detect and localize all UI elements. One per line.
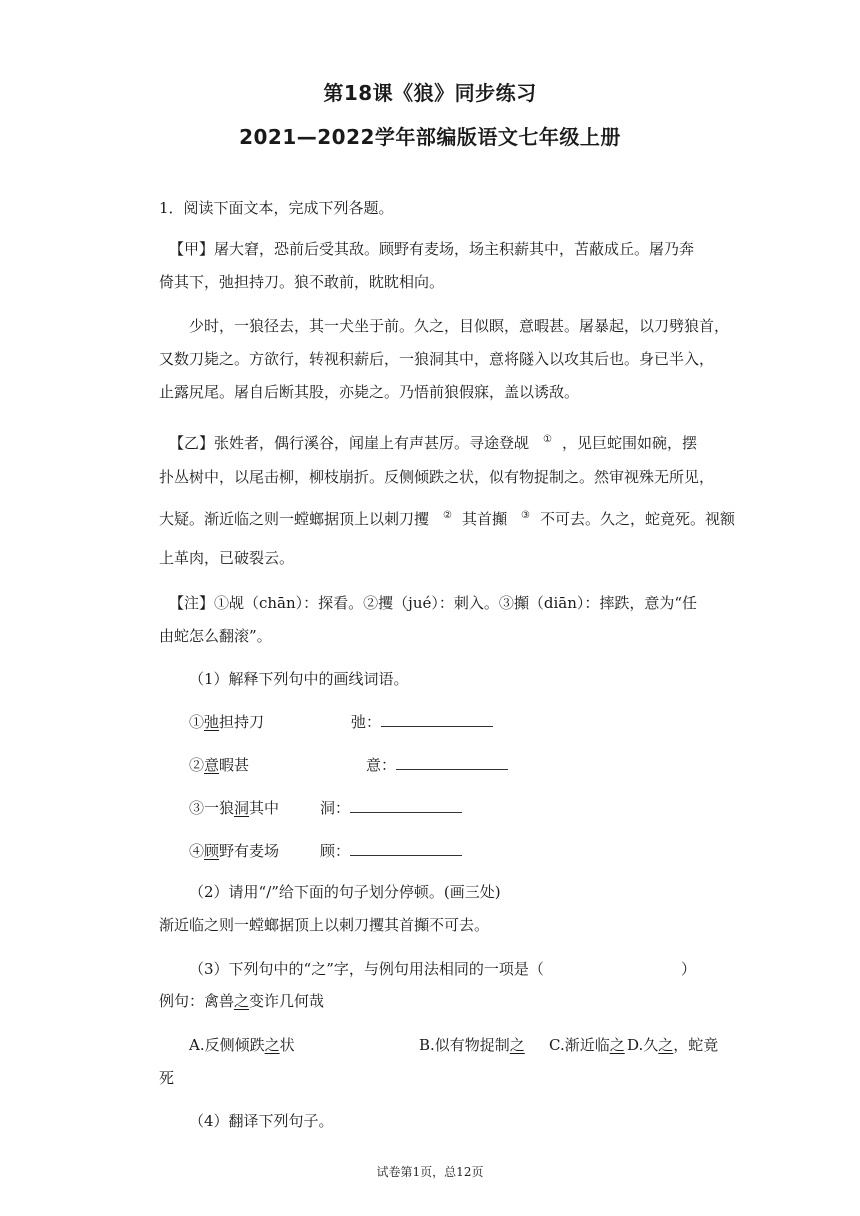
passage-yi-line — [169, 432, 697, 453]
text-span: 野有麦场 — [219, 842, 280, 860]
passage-yi-line: 扑丛树中，以尾击柳，柳枝崩折。反侧倾跌之状，似有物捉制之。然审视殊无所见， — [159, 468, 715, 486]
footnote-marker: ② — [443, 510, 452, 521]
text-span: 暇甚 — [219, 756, 250, 774]
text-span: ② — [189, 756, 205, 774]
answer-key: 弛： — [351, 713, 382, 731]
option-d[interactable] — [627, 1034, 718, 1055]
note-line: 【注】①觇（chān）：探看。②攫（jué）：刺入。③攧（diān）：摔跌，意为“任 — [169, 594, 698, 612]
underlined-word: 顾 — [204, 842, 220, 860]
text-span: ，蛇竟 — [673, 1036, 719, 1054]
underlined-word: 洞 — [234, 799, 250, 817]
answer-blank[interactable] — [381, 714, 493, 727]
answer-slot — [366, 754, 508, 775]
text-span: 大疑。渐近临之则一螳螂据顶上以刺刀攫 — [159, 510, 430, 528]
underlined-word: 之 — [264, 1036, 280, 1054]
footnote-marker: ① — [543, 434, 552, 445]
option-c[interactable] — [549, 1034, 625, 1055]
answer-key: 顾： — [320, 842, 351, 860]
text-span: C.渐近临 — [549, 1036, 610, 1054]
passage-jia-line: 止露尻尾。屠自后断其股，亦毙之。乃悟前狼假寐，盖以诱敌。 — [159, 383, 580, 401]
text-span: 【乙】张姓者，偶行溪谷，闻崖上有声甚厉。寻途登觇 — [169, 434, 530, 452]
text-span: 状 — [279, 1036, 295, 1054]
text-span: 变诈几何哉 — [249, 992, 325, 1010]
text-span: A.反侧倾跌 — [189, 1036, 265, 1054]
vocab-item — [189, 754, 249, 775]
example-sentence — [159, 990, 324, 1011]
text-span: 不可去。久之，蛇竟死。视额 — [539, 510, 735, 528]
underlined-word: 之 — [509, 1036, 525, 1054]
text-span: 例句：禽兽 — [159, 992, 235, 1010]
text-span: ① — [189, 713, 205, 731]
passage-yi-line — [159, 508, 735, 529]
answer-key: 洞： — [320, 799, 351, 817]
sub-question-2-sentence: 渐近临之则一螳螂据顶上以刺刀攫其首攧不可去。 — [159, 916, 490, 934]
vocab-item — [189, 840, 279, 861]
answer-key: 意： — [366, 756, 397, 774]
text-span: 其首攧 — [461, 510, 507, 528]
answer-slot — [351, 711, 493, 732]
answer-paren-close: ） — [681, 960, 697, 978]
text-span: ④ — [189, 842, 205, 860]
passage-jia-line: 又数刀毙之。方欲行，转视积薪后，一狼洞其中，意将隧入以攻其后也。身已半入， — [159, 350, 715, 368]
passage-jia-line: 少时，一狼径去，其一犬坐于前。久之，目似瞑，意暇甚。屠暴起，以刀劈狼首， — [189, 317, 730, 335]
sub-question-4: （4）翻译下列句子。 — [189, 1112, 334, 1130]
answer-blank[interactable] — [350, 843, 462, 856]
text-span: D.久 — [627, 1036, 659, 1054]
vocab-item — [189, 797, 279, 818]
underlined-word: 之 — [609, 1036, 625, 1054]
sub-question-1: （1）解释下列句中的画线词语。 — [189, 670, 409, 688]
text-span: 担持刀 — [219, 713, 265, 731]
underlined-word: 意 — [204, 756, 220, 774]
underlined-word: 之 — [658, 1036, 674, 1054]
answer-blank[interactable] — [350, 800, 462, 813]
answer-slot — [320, 840, 462, 861]
passage-jia-line: 倚其下，弛担持刀。狼不敢前，眈眈相向。 — [159, 273, 445, 291]
underlined-word: 之 — [234, 992, 250, 1010]
answer-blank[interactable] — [396, 757, 508, 770]
answer-slot — [320, 797, 462, 818]
page-title: 第18课《狼》同步练习 — [323, 81, 537, 105]
underlined-word: 弛 — [204, 713, 220, 731]
page-footer: 试卷第1页，总12页 — [376, 1165, 484, 1179]
page-subtitle: 2021—2022学年部编版语文七年级上册 — [239, 125, 621, 149]
passage-jia-line: 【甲】屠大窘，恐前后受其敌。顾野有麦场，场主积薪其中，苫蔽成丘。屠乃奔 — [169, 240, 695, 258]
question-intro: 1．阅读下面文本，完成下列各题。 — [159, 199, 394, 217]
passage-yi-line: 上革肉，已破裂云。 — [159, 549, 295, 567]
text-span: ③一狼 — [189, 799, 235, 817]
text-span: B.似有物捉制 — [419, 1036, 510, 1054]
sub-question-3: （3）下列句中的“之”字，与例句用法相同的一项是（ — [189, 960, 544, 978]
option-d-wrap: 死 — [159, 1069, 175, 1087]
option-a[interactable] — [189, 1034, 295, 1055]
footnote-marker: ③ — [521, 510, 530, 521]
option-b[interactable] — [419, 1034, 525, 1055]
text-span: ，见巨蛇围如碗，摆 — [561, 434, 697, 452]
sub-question-2: （2）请用“/”给下面的句子划分停顿。(画三处) — [189, 883, 501, 901]
note-line: 由蛇怎么翻滚”。 — [159, 627, 272, 645]
text-span: 其中 — [249, 799, 280, 817]
vocab-item — [189, 711, 264, 732]
